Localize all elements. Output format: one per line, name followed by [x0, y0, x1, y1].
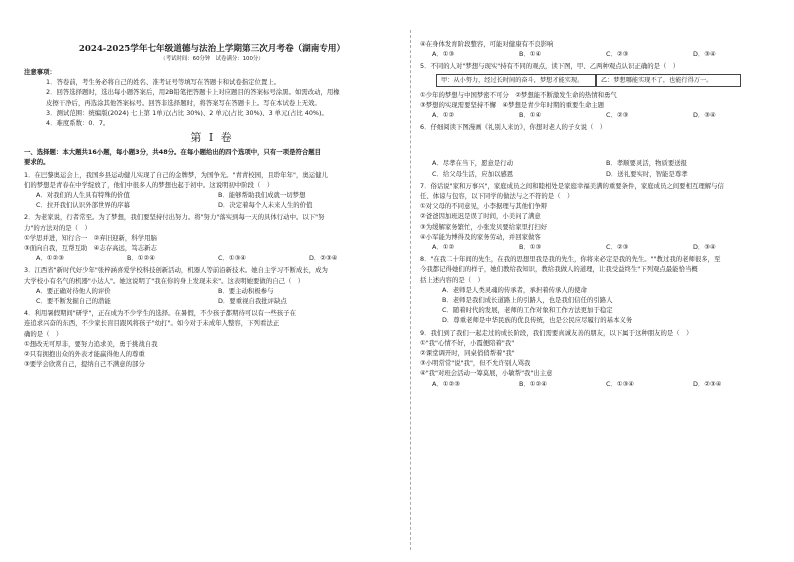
statement-item: ④在身体发育阶段整容，可能对健康有不良影响 — [420, 40, 554, 48]
statement-item: ①"我"心情不好，小霞便陪着"我" — [420, 338, 515, 347]
column-divider — [410, 30, 411, 550]
statement-item: ③面向自我，互帮互助 ④志存高远，笃志新志 — [24, 244, 157, 253]
option-a[interactable]: A．①② — [432, 243, 455, 252]
option-a[interactable]: A．老师是人类灵魂的传承者，承担着传承人的使命 — [442, 285, 587, 294]
question-stem: 任、体谅与包容，以下同学的做法与之不符的是（ ） — [420, 192, 574, 201]
option-d[interactable]: D．送礼要实时，智能是尊孝 — [606, 169, 688, 178]
option-c[interactable]: C．②③ — [606, 50, 629, 59]
question-stem: 大学校小有名气的机器"小达人"。她这说明了"我在你的身上发现未来"。这表明她要做的自己（ ） — [24, 276, 305, 285]
option-list — [420, 242, 780, 252]
notes-item: 1．答卷前，考生务必将自己的姓名、准考证号等填写在答题卡和试卷指定位置上。 — [46, 78, 281, 87]
option-d[interactable]: D．尊重老师是中华民族的优良传统，也是公民应尽履行的基本义务 — [442, 316, 633, 325]
option-a[interactable]: A．尽孝在当下，愿意是行动 — [432, 159, 514, 168]
option-c[interactable]: C．①③④ — [606, 379, 635, 388]
option-list — [420, 110, 780, 120]
option-b[interactable]: B．老师是我们成长道路上的引路人，也是我们信任的引路人 — [442, 296, 613, 305]
statement-item: ③为缓解家务繁忙，小张发贝要给家里打扫好 — [420, 222, 548, 231]
question-4 — [24, 308, 400, 369]
statement-item: ①对父母的不同意见，小李据理与其他们争辩 — [420, 202, 548, 211]
option-d[interactable]: D．要重视自我批评缺点 — [218, 297, 287, 306]
question-stem: 6．仔细阅读下图漫画《礼别人来访》，你想对老人的子女说（ ） — [420, 123, 607, 132]
volume-heading: 第 I 卷 — [190, 131, 234, 145]
exam-title: 2024-2025学年七年级道德与法治上学期第三次月考卷（湖南专用） — [78, 44, 346, 54]
option-list — [24, 253, 400, 263]
exam-subtitle: （考试时间：60分钟 试卷满分：100分） — [160, 56, 264, 62]
question-stem: 7．俗话说"家和万事兴"，家庭成员之间和睦相处是家庭幸福美满的重要条件，家庭成员之间要相互理解与信 — [420, 181, 724, 190]
option-c[interactable]: C．要不断发掘自己的潜能 — [36, 297, 111, 306]
question-stem: 8．"在我二十年间的先生，在我的思想里我是我的先生，你将来必定是我的先生。""教过我的老师很多，至 — [420, 255, 721, 264]
option-b[interactable]: B．①③ — [519, 243, 542, 252]
question-1 — [24, 170, 400, 211]
statement-item: ①学思并进，知行合一 ②弃旧迎新，科学用脑 — [24, 233, 157, 242]
section-heading-cont: 要求的。 — [24, 158, 50, 167]
option-list — [420, 379, 780, 389]
question-stem: 连追求兴奋的东西，不少家长盲目跟风将孩子"幼打"。如今对于未成年人整容，下列看法正 — [24, 319, 280, 328]
option-a[interactable]: A．①③ — [432, 50, 455, 59]
question-2 — [24, 212, 400, 263]
option-list — [420, 49, 780, 59]
option-b[interactable]: B．①④ — [519, 111, 542, 120]
statement-item: ①想改无可厚非，要努力追求美，勇于挑战自我 — [24, 339, 158, 348]
option-d[interactable]: D．决定着每个人未来人生的价值 — [218, 201, 313, 210]
option-c[interactable]: C．②③ — [606, 111, 629, 120]
option-a[interactable]: A．①②③ — [36, 254, 64, 263]
statement-item: ④小军能为博得及的家务劳动，并回家做客 — [420, 232, 541, 241]
right-column — [420, 0, 780, 389]
option-a[interactable]: A．①②③ — [432, 379, 460, 388]
option-d[interactable]: D．③④ — [693, 243, 716, 252]
cartoon-figure-area — [420, 132, 780, 158]
notes-heading: 注意事项： — [24, 68, 56, 76]
option-b[interactable]: B．能够帮助我们成就一切梦想 — [218, 191, 306, 200]
option-b[interactable]: B．①②④ — [519, 379, 547, 388]
question-stem: 9．我们到了我们一起走过的成长阶段，我们需要真诚友善的朋友，以下属于这种朋友的是（ ） — [420, 328, 693, 337]
question-stem: 2．为老家说，行者常至。为了梦想，我们要坚持付出努力。将"努力"落实到每一天的具体行动中。以下"努 — [24, 213, 325, 222]
question-stem: 们的梦想是青春在中学绽放了，他们中很多人的梦想也起于初中。这说明初中阶段（ ） — [24, 180, 274, 189]
option-a[interactable]: A．要正确对待他人的评价 — [36, 286, 111, 295]
notes-item: 3．测试范围：统编版(2024) 七上第 1单元(占比 30%)、2 单元(占比 30%)、3 单元(占比 40%)。 — [46, 108, 328, 117]
statement-item: ②只有拥抱出众的外表才能赢得他人的尊重 — [24, 350, 145, 359]
viewpoint-a: 甲：从小努力，经过长时间的奋斗，梦想才能实现。 — [436, 74, 596, 87]
option-b[interactable]: B．①④ — [519, 50, 542, 59]
question-8 — [420, 254, 780, 325]
option-b[interactable]: B．①②④ — [127, 254, 155, 263]
option-c[interactable]: C．①③④ — [218, 254, 247, 263]
notes-item: 4．难度系数：0．7。 — [46, 119, 110, 128]
statement-item: ③要学会欣赏自己，提纳自己不满意的部分 — [24, 360, 145, 369]
question-7 — [420, 181, 780, 252]
question-stem: 力"的方法对的是（ ） — [24, 223, 91, 232]
option-a[interactable]: A．①② — [432, 111, 455, 120]
option-d[interactable]: D．③④ — [693, 111, 716, 120]
question-stem: 括上述内容的是（ ） — [420, 275, 484, 284]
statement-item: ①少年的梦想与中国梦密不可分 ②梦想能不断激发生命的热情和勇气 — [420, 90, 617, 99]
notes-item: 皮擦干净后，再选涂其他答案标号。回答非选择题时，将答案写在答题卡上。写在本试卷上无效。 — [46, 98, 321, 107]
option-a[interactable]: A．对我们的人生具有特殊的价值 — [36, 191, 130, 200]
question-9 — [420, 328, 780, 389]
question-stem: 1．在巴黎奥运会上，我国乡县运动健儿实现了自己的金牌梦，为国争光。"青青校园，且聆年年"，奥运健儿 — [24, 170, 328, 179]
option-list — [24, 190, 400, 210]
viewpoint-boxes — [436, 74, 780, 87]
notes-item: 2．回答选择题时，选出每小题答案后，用2B铅笔把答题卡上对应题目的答案标号涂黑。如需改动，用橡 — [46, 88, 340, 97]
statement-item: ②课堂调开时，同桌俏俏帮着"我" — [420, 349, 515, 358]
section-heading: 一、选择题：本大题共16小题，每小题3分，共48分。在每小题给出的四个选项中，只有一项是符合题目 — [24, 148, 322, 157]
statement-item: ②爸爸因加班迟是误了时间，小美问了满意 — [420, 212, 541, 221]
statement-item: ③梦想的实现需要坚持不懈 ④梦想是青少年时期的重要生命主题 — [420, 100, 605, 109]
option-c[interactable]: C．给父母生活，应加以感恩 — [432, 169, 514, 178]
statement-item: ③小明常常"说"我"，但不允许别人骂我 — [420, 359, 531, 368]
question-stem: 4．利用暑假期间"研学"，正在成为不少学生的选择。在暑假，不少孩子都期待可以有一些孩子在 — [24, 309, 296, 318]
left-column — [24, 0, 400, 369]
option-c[interactable]: C．随着时代的发展，老师的工作对象和工作方法更加于稳定 — [442, 306, 613, 315]
option-d[interactable]: D．②③④ — [309, 254, 338, 263]
question-5 — [420, 61, 780, 120]
option-d[interactable]: D．②③④ — [693, 379, 722, 388]
question-stem: 3．江西省"新时代好少年"张梓涵喜爱学校科技创新活动，机器人等前沿新技术。她自主学习不断成长，成为 — [24, 266, 328, 275]
option-c[interactable]: C．②③ — [606, 243, 629, 252]
option-d[interactable]: D．③④ — [693, 50, 716, 59]
statement-item: ④"我"对班会活动一筹莫展，小敏帮"我"出主意 — [420, 369, 553, 378]
option-b[interactable]: B．孝顺要灵活，物质要送报 — [606, 159, 688, 168]
option-b[interactable]: B．要主动积极参与 — [218, 286, 274, 295]
question-stem: 今我都记得她们的样子，她们教给我知识，教给我做人的道理，让我受益终生"下列观点最能恰当概 — [420, 265, 698, 274]
question-stem: 5．不同的人对"梦想与现实"持有不同的观点，读下图，甲、乙两种观点认识正确的是（ ） — [420, 62, 680, 71]
question-stem: 确的是（ ） — [24, 329, 63, 338]
option-list — [420, 158, 780, 178]
question-3 — [24, 265, 400, 306]
option-list — [24, 286, 400, 306]
viewpoint-b: 乙：梦想哪能实现不了，也能行得万一。 — [596, 74, 741, 87]
option-c[interactable]: C．拉开我们认识外部世界的序幕 — [36, 201, 130, 210]
question-6 — [420, 122, 780, 179]
